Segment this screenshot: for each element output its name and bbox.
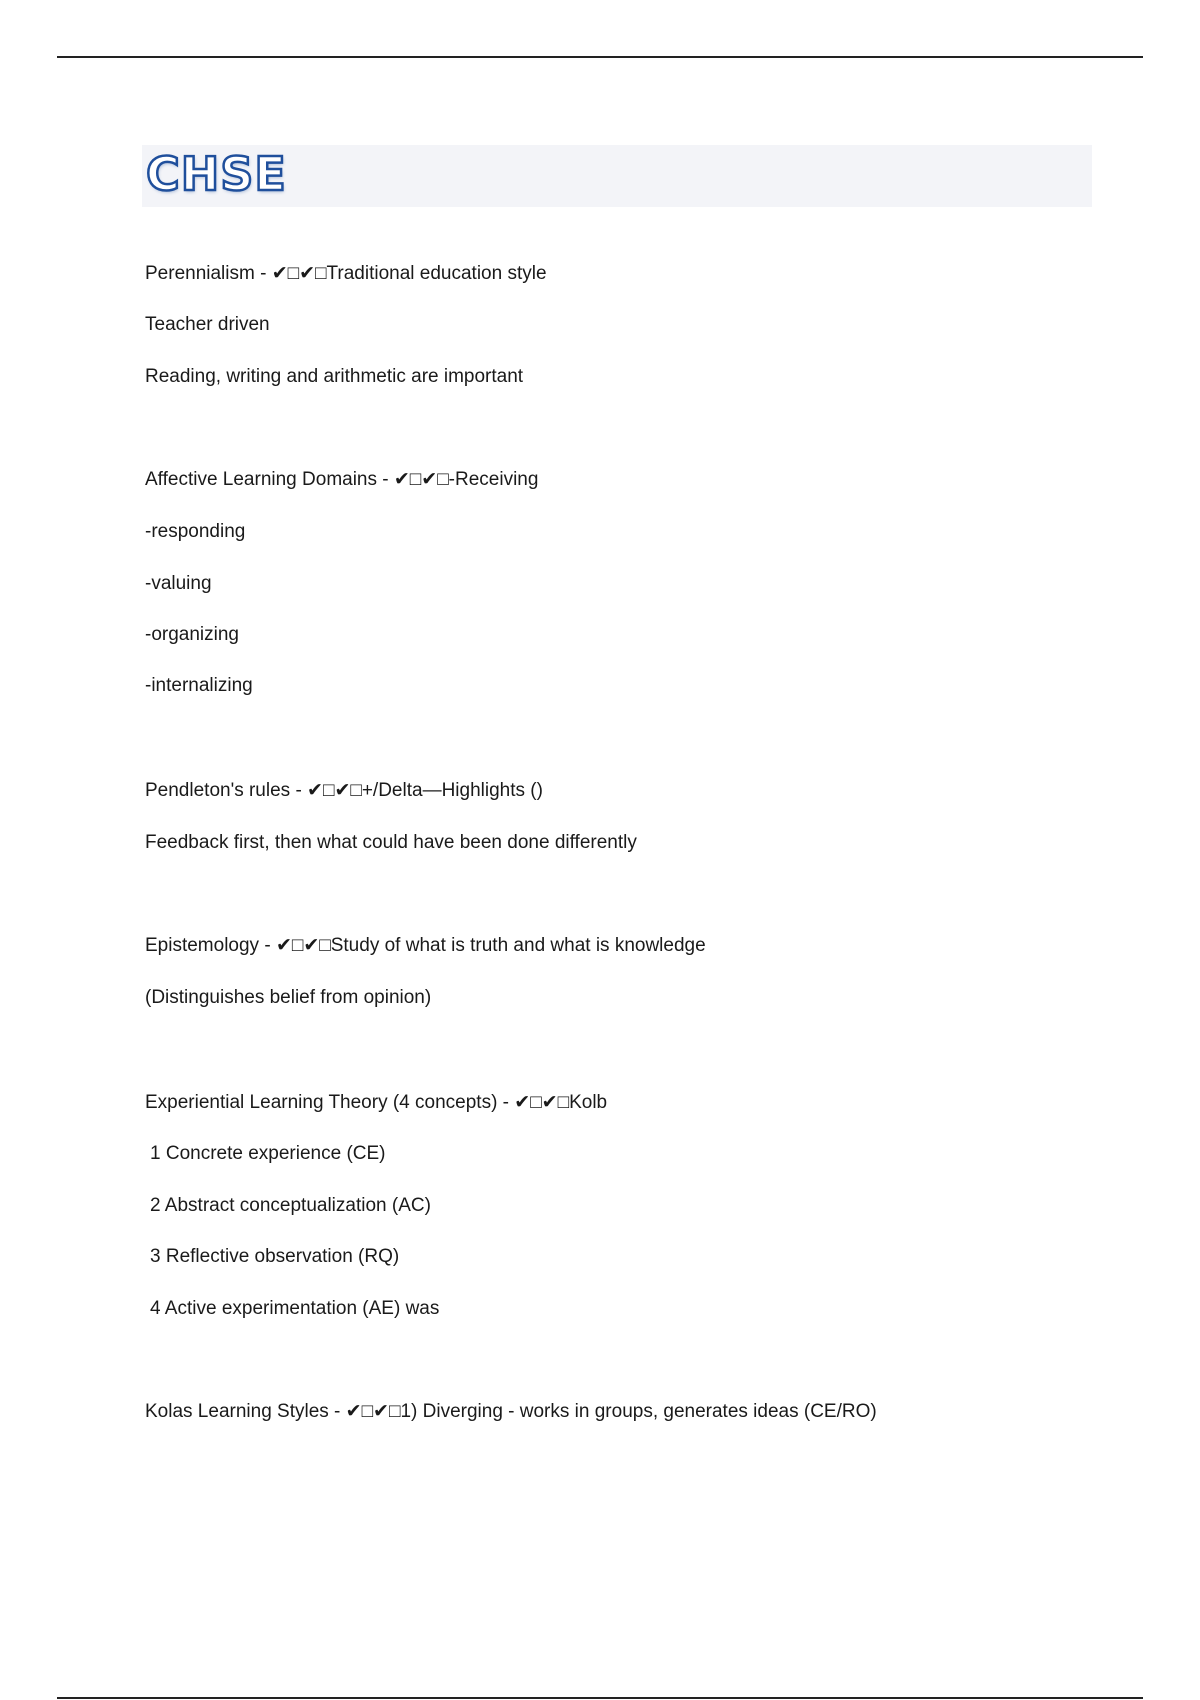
definition-line: -valuing — [145, 573, 212, 594]
top-rule — [57, 56, 1143, 58]
bottom-rule — [57, 1697, 1143, 1699]
definition-line: Teacher driven — [145, 314, 270, 335]
chse-logo: CHSE — [146, 147, 287, 201]
definition-line: -internalizing — [145, 675, 253, 696]
term-kolas-learning-styles: Kolas Learning Styles - ✔□✔□1) Diverging - works in groups, generates ideas (CE/RO) — [145, 1401, 877, 1422]
definition-line: Reading, writing and arithmetic are important — [145, 366, 524, 387]
definition-line: -organizing — [145, 624, 239, 645]
term-affective-learning-domains: Affective Learning Domains - ✔□✔□-Receiving — [145, 469, 539, 490]
term-experiential-learning-theory: Experiential Learning Theory (4 concepts) - ✔□✔□Kolb — [145, 1092, 608, 1113]
term-epistemology: Epistemology - ✔□✔□Study of what is truth and what is knowledge — [145, 935, 706, 956]
header-banner — [142, 145, 1092, 207]
definition-line: 4 Active experimentation (AE) was — [150, 1298, 440, 1319]
definition-line: -responding — [145, 521, 246, 542]
definition-line: (Distinguishes belief from opinion) — [145, 987, 432, 1008]
definition-line: Feedback first, then what could have been done differently — [145, 832, 637, 853]
definition-line: 2 Abstract conceptualization (AC) — [150, 1195, 431, 1216]
definition-line: 3 Reflective observation (RQ) — [150, 1246, 400, 1267]
term-perennialism: Perennialism - ✔□✔□Traditional education style — [145, 263, 547, 284]
definition-line: 1 Concrete experience (CE) — [150, 1143, 386, 1164]
term-pendletons-rules: Pendleton's rules - ✔□✔□+/Delta—Highlights () — [145, 780, 543, 801]
